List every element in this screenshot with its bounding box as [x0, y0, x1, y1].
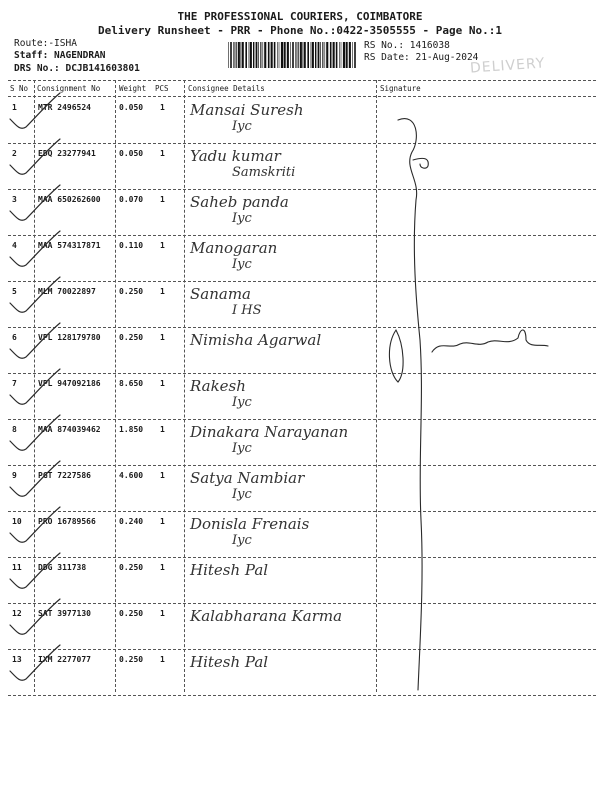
barcode-bar — [268, 42, 270, 68]
barcode-bar — [279, 42, 280, 68]
barcode-bar — [341, 42, 342, 68]
header-consignment: Consignment No — [37, 84, 101, 93]
consignee-name-handwritten: Hitesh Pal — [190, 653, 269, 671]
barcode-bar — [284, 42, 286, 68]
barcode-bar — [343, 42, 345, 68]
col-divider — [34, 80, 35, 692]
rs-date: RS Date: 21-Aug-2024 — [364, 52, 479, 63]
consignee-name-handwritten: Dinakara Narayanan — [190, 423, 349, 441]
row-pcs: 1 — [160, 609, 165, 618]
row-sno: 8 — [12, 425, 17, 434]
row-divider — [8, 649, 596, 650]
row-sno: 12 — [12, 609, 22, 618]
row-sno: 9 — [12, 471, 17, 480]
consignee-place-handwritten: Samskriti — [232, 165, 296, 180]
header-consignee: Consignee Details — [188, 84, 265, 93]
barcode-bar — [263, 42, 264, 68]
row-weight: 0.240 — [119, 517, 144, 526]
barcode-bar — [256, 42, 257, 68]
signature-stroke — [413, 158, 428, 168]
row-divider — [8, 143, 596, 144]
row-divider — [8, 373, 596, 374]
row-sno: 4 — [12, 241, 17, 250]
delivery-watermark: DELIVERY — [469, 55, 546, 77]
header-sno: S No — [10, 84, 29, 93]
row-weight: 0.250 — [119, 563, 144, 572]
signature-stroke — [432, 330, 548, 352]
row-weight: 0.070 — [119, 195, 144, 204]
barcode-bar — [255, 42, 256, 68]
consignee-place-handwritten: I HS — [232, 303, 262, 318]
barcode-bar — [325, 42, 326, 68]
row-divider — [8, 419, 596, 420]
barcode-bar — [274, 42, 276, 68]
barcode-bar — [236, 42, 237, 68]
barcode-bar — [320, 42, 321, 68]
consignee-name-handwritten: Yadu kumar — [190, 147, 281, 165]
row-sno: 7 — [12, 379, 17, 388]
row-weight: 0.250 — [119, 333, 144, 342]
consignee-name-handwritten: Satya Nambiar — [190, 469, 305, 487]
staff-label: Staff: NAGENDRAN — [14, 50, 106, 61]
barcode-bar — [298, 42, 299, 68]
row-consignment-no: MTR 2496524 — [38, 103, 91, 112]
barcode-bar — [307, 42, 309, 68]
barcode-bar — [303, 42, 304, 68]
barcode-bar — [258, 42, 259, 68]
barcode-bar — [250, 42, 252, 68]
barcode-bar — [245, 42, 247, 68]
row-consignment-no: SAT 3977130 — [38, 609, 91, 618]
col-divider — [115, 80, 116, 692]
row-sno: 6 — [12, 333, 17, 342]
barcode-bar — [271, 42, 273, 68]
row-divider — [8, 465, 596, 466]
row-sno: 3 — [12, 195, 17, 204]
barcode-bar — [326, 42, 328, 68]
row-divider — [8, 603, 596, 604]
consignee-name-handwritten: Kalabharana Karma — [190, 607, 343, 625]
row-divider — [8, 327, 596, 328]
row-sno: 1 — [12, 103, 17, 112]
row-sno: 11 — [12, 563, 22, 572]
barcode-bar — [349, 42, 351, 68]
consignee-place-handwritten: Iyc — [232, 119, 252, 134]
barcode-bar — [317, 42, 318, 68]
consignee-name-handwritten: Saheb panda — [190, 193, 289, 211]
signature-stroke — [389, 330, 403, 382]
consignee-name-handwritten: Hitesh Pal — [190, 561, 269, 579]
barcode-bar — [354, 42, 356, 68]
consignee-place-handwritten: Iyc — [232, 395, 252, 410]
header-bottom-border — [8, 96, 596, 97]
row-sno: 2 — [12, 149, 17, 158]
barcode-bar — [336, 42, 338, 68]
consignee-place-handwritten: Iyc — [232, 441, 252, 456]
row-pcs: 1 — [160, 287, 165, 296]
barcode-bar — [292, 42, 294, 68]
row-pcs: 1 — [160, 563, 165, 572]
row-pcs: 1 — [160, 471, 165, 480]
barcode-bar — [230, 42, 232, 68]
row-weight: 4.600 — [119, 471, 144, 480]
barcode-bar — [281, 42, 283, 68]
barcode-bar — [339, 42, 340, 68]
row-sno: 13 — [12, 655, 22, 664]
row-weight: 0.050 — [119, 103, 144, 112]
consignee-name-handwritten: Nimisha Agarwal — [190, 331, 322, 349]
row-divider — [8, 511, 596, 512]
row-consignment-no: PGT 7227586 — [38, 471, 91, 480]
row-weight: 0.250 — [119, 609, 144, 618]
table-top-border — [8, 80, 596, 81]
row-consignment-no: VPL 128179780 — [38, 333, 101, 342]
row-pcs: 1 — [160, 379, 165, 388]
header-pcs: PCS — [155, 84, 169, 93]
row-consignment-no: PRO 16789566 — [38, 517, 96, 526]
barcode-bar — [346, 42, 348, 68]
row-pcs: 1 — [160, 241, 165, 250]
barcode-bar — [300, 42, 302, 68]
row-divider — [8, 695, 596, 696]
barcode-bar — [333, 42, 335, 68]
barcode-bar — [315, 42, 316, 68]
row-divider — [8, 557, 596, 558]
barcode-bar — [264, 42, 266, 68]
barcode-image — [228, 42, 356, 68]
row-pcs: 1 — [160, 655, 165, 664]
barcode-bar — [295, 42, 296, 68]
row-weight: 1.850 — [119, 425, 144, 434]
col-divider — [376, 80, 377, 692]
barcode-bar — [249, 42, 250, 68]
company-title: THE PROFESSIONAL COURIERS, COIMBATORE — [177, 10, 423, 23]
barcode-bar — [312, 42, 314, 68]
consignee-place-handwritten: Iyc — [232, 257, 252, 272]
row-consignment-no: EDQ 23277941 — [38, 149, 96, 158]
row-pcs: 1 — [160, 195, 165, 204]
row-pcs: 1 — [160, 149, 165, 158]
row-divider — [8, 189, 596, 190]
barcode-bar — [277, 42, 278, 68]
row-divider — [8, 235, 596, 236]
row-pcs: 1 — [160, 103, 165, 112]
barcode-bar — [311, 42, 312, 68]
barcode-bar — [238, 42, 240, 68]
row-weight: 0.050 — [119, 149, 144, 158]
consignee-name-handwritten: Sanama — [190, 285, 251, 303]
row-consignment-no: IXM 2277077 — [38, 655, 91, 664]
row-sno: 10 — [12, 517, 22, 526]
row-consignment-no: VPL 947092186 — [38, 379, 101, 388]
barcode-bar — [233, 42, 234, 68]
row-pcs: 1 — [160, 425, 165, 434]
row-consignment-no: MAA 650262600 — [38, 195, 101, 204]
barcode-bar — [318, 42, 319, 68]
signature-stroke — [398, 119, 422, 690]
barcode-bar — [290, 42, 291, 68]
row-pcs: 1 — [160, 517, 165, 526]
barcode-bar — [242, 42, 244, 68]
row-pcs: 1 — [160, 333, 165, 342]
row-sno: 5 — [12, 287, 17, 296]
row-weight: 0.250 — [119, 655, 144, 664]
row-consignment-no: MAA 874039462 — [38, 425, 101, 434]
drs-number: DRS No.: DCJB141603801 — [14, 63, 140, 74]
consignee-place-handwritten: Iyc — [232, 487, 252, 502]
consignee-name-handwritten: Manogaran — [190, 239, 278, 257]
barcode-bar — [304, 42, 306, 68]
consignee-place-handwritten: Iyc — [232, 533, 252, 548]
consignee-name-handwritten: Mansai Suresh — [190, 101, 304, 119]
barcode-bar — [253, 42, 254, 68]
col-divider — [184, 80, 185, 692]
row-weight: 8.650 — [119, 379, 144, 388]
consignee-place-handwritten: Iyc — [232, 211, 252, 226]
header-signature: Signature — [380, 84, 421, 93]
barcode-bar — [260, 42, 261, 68]
barcode-bar — [287, 42, 289, 68]
row-divider — [8, 281, 596, 282]
consignee-name-handwritten: Rakesh — [190, 377, 246, 395]
row-consignment-no: DDG 311738 — [38, 563, 87, 572]
barcode-bar — [241, 42, 242, 68]
barcode-bar — [228, 42, 229, 68]
rs-number: RS No.: 1416038 — [364, 40, 450, 51]
row-consignment-no: MLM 70022897 — [38, 287, 96, 296]
barcode-bar — [330, 42, 332, 68]
runsheet-subtitle: Delivery Runsheet - PRR - Phone No.:0422-3505555 - Page No.:1 — [98, 24, 502, 37]
row-weight: 0.110 — [119, 241, 144, 250]
barcode-bar — [322, 42, 323, 68]
barcode-bar — [352, 42, 353, 68]
row-consignment-no: MAA 574317871 — [38, 241, 101, 250]
header-weight: Weight — [119, 84, 147, 93]
row-weight: 0.250 — [119, 287, 144, 296]
route-label: Route:-ISHA — [14, 38, 77, 49]
consignee-name-handwritten: Donisla Frenais — [190, 515, 310, 533]
